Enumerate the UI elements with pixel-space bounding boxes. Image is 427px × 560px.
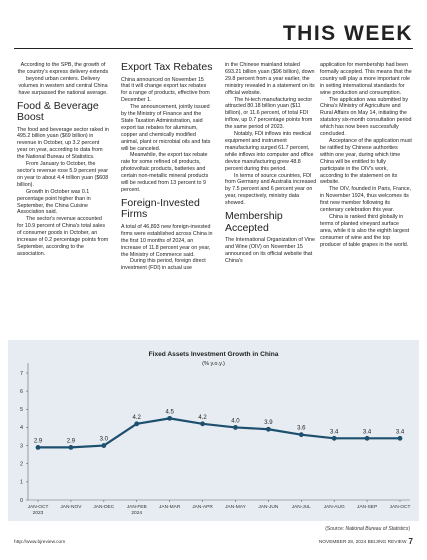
x-tick-label-line: JAN-DEC	[93, 505, 115, 510]
x-tick-label	[258, 504, 279, 510]
y-tick-label: 7	[19, 370, 23, 377]
x-tick-label-line: JAN-APR	[192, 505, 213, 510]
chart-subtitle: (% y.o.y.)	[202, 361, 225, 367]
data-point	[299, 432, 304, 437]
x-tick-label	[127, 504, 147, 516]
x-tick-label	[159, 504, 181, 510]
paragraph: in the Chinese mainland totaled 693.21 billion yuan ($96 billion), down 29.8 percent from a year earlier, the ministry revealed in a statement on its official website.	[225, 62, 315, 96]
paragraph: In terms of source countries, FDI from Germany and Australia increased by 7.5 percent and 6 percent year on year, respectively, ministry data showed.	[225, 172, 317, 207]
paragraph: The application was submitted by China's Ministry of Agriculture and Rural Affairs on May 14, initiating the statutory six-month consultation period which has now been successfully concluded.	[320, 96, 412, 138]
x-tick-label	[60, 504, 82, 510]
x-tick-label	[93, 504, 114, 510]
x-tick-label-line: JAN-MAR	[158, 505, 181, 510]
x-tick-label	[225, 504, 246, 510]
paragraph: From January to October, the sector's revenue rose 5.9 percent year on year to about 4.4 trillion yuan ($608 billion).	[17, 161, 109, 188]
data-label: 2.9	[33, 438, 43, 445]
x-tick-label-line: JAN-OCT	[27, 505, 49, 510]
y-tick-label: 0	[19, 497, 23, 504]
footer-issue	[319, 537, 413, 546]
data-point	[101, 443, 106, 448]
section-header	[14, 22, 413, 49]
source-prefix: (Source:	[325, 526, 346, 532]
x-tick-label	[192, 504, 213, 510]
article-column-1	[17, 62, 109, 258]
paragraph: application for membership had been formally accepted. This means that the country will play a more important role in setting international standards for wine production and consumption.	[320, 62, 412, 96]
article-column-3	[225, 62, 317, 265]
heading-export-tax-rebates: Export Tax Rebates	[121, 61, 213, 73]
data-label: 3.4	[362, 429, 372, 436]
data-point	[69, 445, 74, 450]
y-tick-label: 2	[19, 461, 23, 468]
data-point	[36, 445, 41, 450]
article-column-2	[121, 62, 213, 272]
data-label: 4.2	[198, 414, 207, 421]
paragraph: The International Organization of Vine and Wine (OIV) on November 15 announced on its official website that China's	[225, 237, 315, 264]
x-tick-label	[324, 504, 345, 510]
x-tick-label-line: JAN-NOV	[60, 505, 82, 510]
paragraph: Acceptance of the application must be ratified by Chinese authorities within one year, during which time China will be entitled to fully participate in the OIV's work, according to the statement on its website.	[320, 137, 412, 186]
chart-source	[325, 526, 410, 532]
data-point	[398, 436, 403, 441]
data-label: 3.6	[297, 425, 306, 432]
paragraph: Meanwhile, the export tax rebate rate for some refined oil products, photovoltaic products, batteries and certain non-metallic mineral products will be reduced from 13 percent to 9 percent.	[121, 152, 209, 193]
data-point	[332, 436, 337, 441]
x-tick-label-line: JAN-MAY	[225, 505, 246, 510]
paragraph: The sector's revenue accounted for 10.9 percent of China's total sales of consumer goods in October, an increase of 0.2 percentage points from September, according to the association.	[17, 216, 109, 257]
paragraph: China is ranked third globally in terms of planted vineyard surface area, while it is also the eighth largest consumer of wine and the top producer of table grapes in the world.	[320, 213, 410, 248]
paragraph: During this period, foreign direct investment (FDI) in actual use	[121, 258, 206, 272]
data-label: 4.5	[165, 409, 174, 416]
data-point	[233, 425, 238, 430]
footer-issue-text: NOVEMBER 28, 2024 BEIJING REVIEW	[318, 539, 407, 545]
y-tick-label: 1	[19, 479, 23, 486]
y-tick-label: 4	[19, 425, 23, 432]
data-label: 3.0	[99, 436, 108, 443]
data-label: 4.2	[132, 414, 141, 421]
data-point	[134, 421, 139, 426]
line-chart	[8, 340, 419, 521]
paragraph: According to the SPB, the growth of the country's express delivery extends beyond urban centers. Delivery volumes in western and central China have surpassed the national average.	[17, 62, 109, 96]
x-tick-label-line: JAN-AUG	[323, 505, 345, 510]
y-tick-label: 5	[19, 407, 23, 414]
article-column-4	[320, 62, 412, 248]
data-label: 3.4	[330, 429, 339, 436]
footer-url: http://www.bjreview.com	[14, 540, 66, 545]
x-tick-label-line: 2024	[131, 511, 143, 516]
data-point	[167, 416, 172, 421]
x-tick-label-line: JAN-OCT	[389, 505, 411, 510]
paragraph: The food and beverage sector raked in 495.2 billion yuan ($69 billion) in revenue in October, up 3.2 percent year on year, according to data from the National Bureau of Statistics.	[17, 126, 109, 161]
y-tick-label: 6	[19, 388, 23, 395]
x-tick-label-line: JAN-JUL	[291, 505, 311, 510]
data-point	[365, 436, 370, 441]
data-label: 3.4	[395, 429, 405, 436]
x-tick-label-line: JAN-FEB	[126, 505, 147, 510]
x-tick-label	[357, 504, 377, 510]
x-tick-label	[292, 504, 312, 510]
paragraph: Growth in October was 0.1 percentage point higher than in September, the China Cuisine Association said.	[17, 188, 91, 216]
heading-food-beverage: Food & Beverage Boost	[17, 99, 99, 124]
data-label: 4.0	[231, 418, 240, 425]
x-tick-label	[28, 504, 49, 516]
chart-panel	[8, 340, 419, 521]
heading-membership-accepted: Membership Accepted	[225, 210, 283, 234]
page-number: 7	[408, 537, 413, 546]
data-label: 2.9	[66, 438, 76, 445]
paragraph: China announced on November 15 that it will change export tax rebates for a range of products, effective from December 1.	[121, 76, 210, 104]
y-tick-label: 3	[19, 443, 23, 450]
section-title: THIS WEEK	[282, 22, 413, 45]
source-suffix: )	[408, 526, 410, 532]
chart-title: Fixed Assets Investment Growth in China	[148, 351, 279, 358]
heading-foreign-invested-firms: Foreign-Invested Firms	[121, 196, 200, 221]
paragraph: Notably, FDI inflows into medical equipment and instrument manufacturing surged 61.7 percent, while inflows into computer and office device manufacturing grew 48.8 percent during this period.	[225, 131, 314, 172]
paragraph: The announcement, jointly issued by the Ministry of Finance and the State Taxation Administration, said export tax rebates for aluminum, copper and chemically modified animal, plant or microbial oils and fats will be canceled.	[121, 104, 211, 152]
x-tick-label-line: 2023	[32, 511, 44, 516]
x-tick-label-line: JAN-JUN	[258, 505, 279, 510]
x-tick-label	[390, 504, 411, 510]
x-tick-label-line: JAN-SEP	[356, 505, 378, 510]
source-name: National Bureau of Statistics	[345, 526, 409, 532]
paragraph: A total of 46,893 new foreign-invested firms were established across China in the first 10 months of 2024, an increase of 11.8 percent year on year, the Ministry of Commerce said.	[121, 223, 213, 258]
data-point	[200, 421, 205, 426]
data-label: 3.9	[264, 420, 273, 427]
paragraph: The OIV, founded in Paris, France, in November 1924, thus welcomes its first new member following its centenary celebration this year.	[320, 186, 412, 214]
series-line	[38, 418, 400, 447]
paragraph: The hi-tech manufacturing sector attracted 80.18 billion yuan ($11 billion), or 11.6 percent, of total FDI inflow, up 0.7 percentage points from the same period of 2023.	[225, 96, 313, 131]
data-point	[266, 427, 271, 432]
